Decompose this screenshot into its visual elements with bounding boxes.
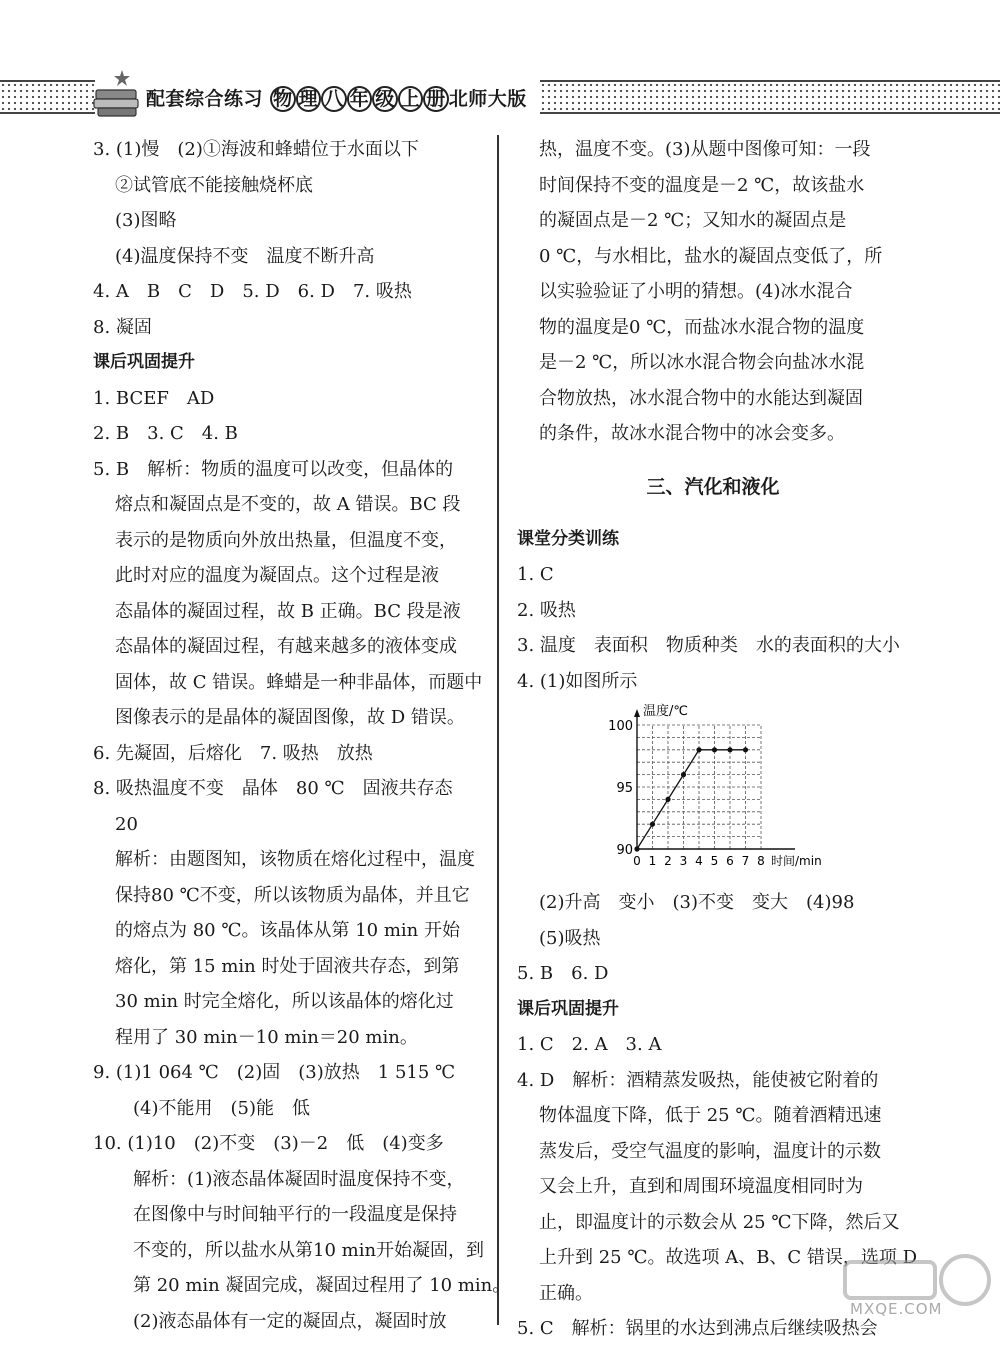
text-line: 9. (1)1 064 ℃ (2)固 (3)放热 1 515 ℃ bbox=[93, 1062, 456, 1083]
text-line: 止，即温度计的示数会从 25 ℃下降，然后又 bbox=[539, 1211, 900, 1233]
header-title-subject-1: 物 bbox=[270, 86, 296, 112]
text-line: 熔点和凝固点是不变的，故 A 错误。BC 段 bbox=[115, 494, 461, 515]
text-line: 30 min 时完全熔化，所以该晶体的熔化过 bbox=[115, 991, 454, 1012]
data-point bbox=[650, 822, 655, 827]
x-tick-label: 5 bbox=[710, 854, 719, 868]
text-line: 又会上升，直到和周围环境温度相同时为 bbox=[539, 1176, 863, 1197]
text-line: 保持80 ℃不变，所以该物质为晶体，并且它 bbox=[115, 884, 470, 906]
text-line: ②试管底不能接触烧杯底 bbox=[115, 174, 313, 196]
text-line: (2)液态晶体有一定的凝固点，凝固时放 bbox=[133, 1310, 447, 1332]
text-line: 解析：由题图知，该物质在熔化过程中，温度 bbox=[115, 849, 475, 870]
text-line: (4)不能用 (5)能 低 bbox=[133, 1097, 310, 1119]
data-point bbox=[696, 747, 701, 752]
watermark-text: MXQE.COM bbox=[850, 1300, 943, 1318]
y-tick-label: 95 bbox=[616, 781, 633, 796]
data-point bbox=[681, 772, 686, 777]
text-line: (4)温度保持不变 温度不断升高 bbox=[115, 245, 375, 267]
text-line: 图像表示的是晶体的凝固图像，故 D 错误。 bbox=[115, 707, 465, 728]
data-point bbox=[634, 846, 639, 851]
text-line: 此时对应的温度为凝固点。这个过程是液 bbox=[115, 565, 439, 586]
header-title-grade-3: 级 bbox=[372, 86, 398, 112]
x-tick-label: 6 bbox=[726, 854, 734, 868]
header-dot-band-right bbox=[540, 80, 1000, 114]
text-line: 第 20 min 凝固完成，凝固过程用了 10 min。 bbox=[133, 1275, 511, 1296]
text-line: 4. D 解析：酒精蒸发吸热，能使被它附着的 bbox=[517, 1069, 879, 1091]
header-title-grade-2: 年 bbox=[347, 86, 373, 112]
text-line: 课后巩固提升 bbox=[93, 352, 195, 372]
y-tick-label: 100 bbox=[608, 719, 633, 734]
text-line: 1. C bbox=[517, 564, 554, 585]
text-line: 1. BCEF AD bbox=[93, 387, 215, 409]
text-line: 4. A B C D 5. D 6. D 7. 吸热 bbox=[93, 281, 412, 302]
text-line: 8. 吸热温度不变 晶体 80 ℃ 固液共存态 bbox=[93, 778, 453, 799]
text-line: 正确。 bbox=[539, 1282, 593, 1304]
x-tick-label: 4 bbox=[695, 854, 703, 868]
text-line: 1. C 2. A 3. A bbox=[517, 1034, 662, 1055]
text-line: (5)吸热 bbox=[539, 927, 601, 949]
text-line: 的凝固点是－2 ℃；又知水的凝固点是 bbox=[539, 210, 847, 231]
header-dot-band-left bbox=[0, 80, 95, 114]
y-axis-arrow bbox=[634, 709, 640, 717]
text-line: 8. 凝固 bbox=[93, 316, 152, 338]
text-line: 的熔点为 80 ℃。该晶体从第 10 min 开始 bbox=[115, 920, 460, 941]
header-title bbox=[146, 84, 527, 111]
temperature-chart bbox=[517, 699, 909, 885]
text-line: 课堂分类训练 bbox=[517, 528, 619, 549]
text-line: 20 bbox=[115, 813, 138, 835]
section-title: 三、汽化和液化 bbox=[646, 475, 780, 498]
header-title-volume-1: 上 bbox=[398, 86, 424, 112]
text-line: 6. 先凝固，后熔化 7. 吸热 放热 bbox=[93, 742, 373, 764]
text-line: 10. (1)10 (2)不变 (3)－2 低 (4)变多 bbox=[93, 1133, 444, 1154]
text-line: 5. B 6. D bbox=[517, 963, 609, 984]
data-point bbox=[743, 747, 748, 752]
text-line: 合物放热，冰水混合物中的水能达到凝固 bbox=[539, 387, 863, 409]
text-line: 的条件，故冰水混合物中的冰会变多。 bbox=[539, 423, 845, 444]
text-line: 5. C 解析：锅里的水达到沸点后继续吸热会 bbox=[517, 1318, 878, 1339]
header-title-grade-1: 八 bbox=[321, 86, 347, 112]
x-tick-label: 7 bbox=[741, 854, 750, 868]
text-line: 不变的，所以盐水从第10 min开始凝固，到 bbox=[133, 1239, 485, 1261]
text-line: 是－2 ℃，所以冰水混合物会向盐冰水混 bbox=[539, 352, 865, 373]
text-line: 熔化，第 15 min 时处于固液共存态，到第 bbox=[115, 955, 460, 977]
text-line: (3)图略 bbox=[115, 210, 177, 231]
x-axis-label: 时间/min bbox=[771, 854, 822, 868]
y-tick-label: 90 bbox=[616, 843, 633, 858]
text-line: 热，温度不变。(3)从题中图像可知：一段 bbox=[539, 139, 871, 160]
text-line: 2. B 3. C 4. B bbox=[93, 423, 238, 444]
right-column-exercises bbox=[517, 522, 909, 700]
text-line: 以实验验证了小明的猜想。(4)冰水混合 bbox=[539, 281, 853, 302]
text-line: 物体温度下降，低于 25 ℃。随着酒精迅速 bbox=[539, 1105, 882, 1126]
header-title-volume-2: 册 bbox=[423, 86, 449, 112]
data-point bbox=[727, 747, 732, 752]
right-column-continuation bbox=[517, 132, 909, 452]
text-line: 程用了 30 min－10 min＝20 min。 bbox=[115, 1026, 418, 1048]
text-line: 0 ℃，与水相比，盐水的凝固点变低了，所 bbox=[539, 245, 883, 267]
text-line: 上升到 25 ℃。故选项 A、B、C 错误，选项 D bbox=[539, 1247, 918, 1268]
text-line: 4. (1)如图所示 bbox=[517, 670, 638, 692]
text-line: 表示的是物质向外放出热量，但温度不变， bbox=[115, 529, 457, 551]
header-title-subject-2: 理 bbox=[296, 86, 322, 112]
text-line: 5. B 解析：物质的温度可以改变，但晶体的 bbox=[93, 458, 454, 480]
data-point bbox=[712, 747, 717, 752]
x-tick-label: 8 bbox=[757, 854, 765, 868]
x-tick-label: 2 bbox=[664, 854, 672, 868]
text-line: 在图像中与时间轴平行的一段温度是保持 bbox=[133, 1204, 457, 1225]
text-line: 2. 吸热 bbox=[517, 599, 576, 621]
chart-svg bbox=[603, 699, 822, 885]
text-line: (2)升高 变小 (3)不变 变大 (4)98 bbox=[539, 892, 855, 913]
header-title-edition: 北师大版 bbox=[448, 88, 527, 110]
text-line: 时间保持不变的温度是－2 ℃，故该盐水 bbox=[539, 174, 865, 196]
text-line: 3. (1)慢 (2)①海波和蜂蜡位于水面以下 bbox=[93, 139, 419, 160]
text-line: 态晶体的凝固过程，故 B 正确。BC 段是液 bbox=[115, 600, 461, 622]
x-tick-label: 1 bbox=[648, 854, 657, 868]
text-line: 物的温度是0 ℃，而盐冰水混合物的温度 bbox=[539, 316, 865, 338]
header-title-prefix: 配套综合练习 bbox=[146, 88, 264, 110]
left-column bbox=[93, 132, 511, 1339]
column-divider bbox=[497, 135, 499, 1325]
x-tick-label: 3 bbox=[679, 854, 688, 868]
text-line: 3. 温度 表面积 物质种类 水的表面积的大小 bbox=[517, 635, 900, 656]
text-line: 解析：(1)液态晶体凝固时温度保持不变， bbox=[133, 1168, 465, 1190]
text-line: 固体，故 C 错误。蜂蜡是一种非晶体，而题中 bbox=[115, 671, 483, 693]
books-logo-icon bbox=[92, 68, 142, 118]
right-column bbox=[517, 132, 918, 1347]
text-line: 蒸发后，受空气温度的影响，温度计的示数 bbox=[539, 1140, 881, 1162]
data-point bbox=[665, 797, 670, 802]
text-line: 态晶体的凝固过程，有越来越多的液体变成 bbox=[115, 636, 457, 657]
text-line: 课后巩固提升 bbox=[517, 998, 619, 1019]
x-tick-label: 0 bbox=[633, 854, 641, 868]
page-header bbox=[0, 68, 1000, 120]
y-axis-label: 温度/℃ bbox=[643, 704, 688, 719]
